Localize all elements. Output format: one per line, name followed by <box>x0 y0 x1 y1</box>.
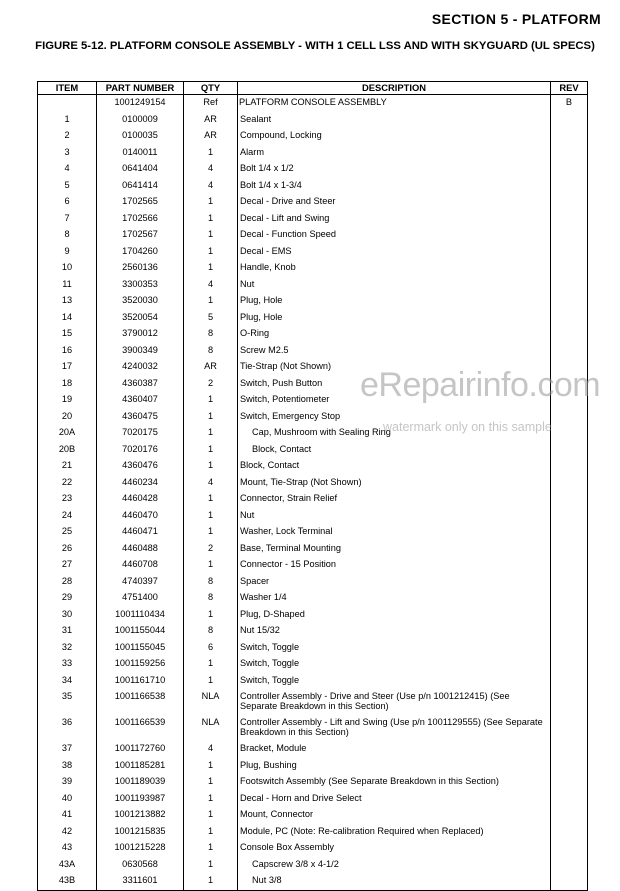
cell-quantity: 1 <box>184 840 238 857</box>
cell-description: Compound, Locking <box>238 128 551 145</box>
cell-revision <box>551 715 588 741</box>
cell-quantity: 1 <box>184 458 238 475</box>
table-row <box>38 741 588 758</box>
cell-quantity: 1 <box>184 873 238 890</box>
cell-part-number: 1001166538 <box>97 689 184 715</box>
cell-description: Switch, Potentiometer <box>238 392 551 409</box>
cell-revision <box>551 260 588 277</box>
table-row <box>38 689 588 715</box>
cell-description: Sealant <box>238 112 551 129</box>
cell-part-number: 4460234 <box>97 475 184 492</box>
cell-revision <box>551 442 588 459</box>
cell-part-number: 0100035 <box>97 128 184 145</box>
cell-revision <box>551 128 588 145</box>
cell-description: Module, PC (Note: Re-calibration Required when Replaced) <box>238 824 551 841</box>
cell-description: Decal - EMS <box>238 244 551 261</box>
cell-item-number: 20B <box>38 442 97 459</box>
cell-part-number: 4751400 <box>97 590 184 607</box>
table-row <box>38 791 588 808</box>
cell-quantity: 1 <box>184 508 238 525</box>
cell-description: Switch, Toggle <box>238 673 551 690</box>
cell-quantity: 1 <box>184 607 238 624</box>
cell-item-number: 7 <box>38 211 97 228</box>
cell-quantity: 1 <box>184 673 238 690</box>
table-row <box>38 807 588 824</box>
cell-revision <box>551 458 588 475</box>
cell-revision <box>551 524 588 541</box>
cell-quantity: 1 <box>184 392 238 409</box>
cell-part-number: 7020175 <box>97 425 184 442</box>
table-row <box>38 715 588 741</box>
cell-description: Tie-Strap (Not Shown) <box>238 359 551 376</box>
cell-part-number: 1001172760 <box>97 741 184 758</box>
table-row <box>38 607 588 624</box>
cell-item-number: 43A <box>38 857 97 874</box>
cell-description: Bolt 1/4 x 1-3/4 <box>238 178 551 195</box>
table-row <box>38 491 588 508</box>
parts-table-body <box>38 95 588 891</box>
table-row <box>38 194 588 211</box>
cell-description: Decal - Drive and Steer <box>238 194 551 211</box>
cell-item-number: 43B <box>38 873 97 890</box>
cell-quantity: 1 <box>184 425 238 442</box>
table-row <box>38 873 588 890</box>
cell-item-number: 27 <box>38 557 97 574</box>
cell-revision <box>551 689 588 715</box>
cell-revision <box>551 541 588 558</box>
cell-part-number: 1001110434 <box>97 607 184 624</box>
cell-revision <box>551 425 588 442</box>
cell-revision <box>551 741 588 758</box>
table-row <box>38 161 588 178</box>
cell-description: Plug, Hole <box>238 310 551 327</box>
cell-revision <box>551 310 588 327</box>
cell-part-number: 4240032 <box>97 359 184 376</box>
cell-description: Decal - Horn and Drive Select <box>238 791 551 808</box>
cell-quantity: 1 <box>184 557 238 574</box>
cell-item-number: 39 <box>38 774 97 791</box>
cell-part-number: 1001215835 <box>97 824 184 841</box>
cell-quantity: 1 <box>184 774 238 791</box>
cell-part-number: 3311601 <box>97 873 184 890</box>
table-row <box>38 211 588 228</box>
cell-quantity: 1 <box>184 524 238 541</box>
table-row <box>38 277 588 294</box>
cell-part-number: 4360407 <box>97 392 184 409</box>
table-row <box>38 673 588 690</box>
cell-revision <box>551 293 588 310</box>
cell-part-number: 4460471 <box>97 524 184 541</box>
cell-part-number: 1001161710 <box>97 673 184 690</box>
cell-part-number: 7020176 <box>97 442 184 459</box>
cell-quantity: 5 <box>184 310 238 327</box>
cell-part-number: 4360387 <box>97 376 184 393</box>
table-row <box>38 774 588 791</box>
cell-description: Handle, Knob <box>238 260 551 277</box>
cell-revision <box>551 758 588 775</box>
cell-quantity: 2 <box>184 541 238 558</box>
table-row <box>38 178 588 195</box>
cell-item-number: 6 <box>38 194 97 211</box>
cell-description: Nut 3/8 <box>238 873 551 890</box>
cell-quantity: NLA <box>184 689 238 715</box>
cell-revision <box>551 840 588 857</box>
cell-item-number: 3 <box>38 145 97 162</box>
cell-item-number: 40 <box>38 791 97 808</box>
cell-revision <box>551 475 588 492</box>
cell-description: Plug, Bushing <box>238 758 551 775</box>
cell-item-number: 42 <box>38 824 97 841</box>
cell-item-number: 9 <box>38 244 97 261</box>
cell-quantity: 1 <box>184 491 238 508</box>
cell-item-number: 8 <box>38 227 97 244</box>
cell-revision <box>551 211 588 228</box>
cell-revision <box>551 161 588 178</box>
cell-item-number: 28 <box>38 574 97 591</box>
cell-item-number: 43 <box>38 840 97 857</box>
cell-item-number: 2 <box>38 128 97 145</box>
table-header-row <box>38 82 588 95</box>
cell-part-number: 3790012 <box>97 326 184 343</box>
cell-description: Footswitch Assembly (See Separate Breakdown in this Section) <box>238 774 551 791</box>
cell-description: Bolt 1/4 x 1/2 <box>238 161 551 178</box>
cell-item-number: 20 <box>38 409 97 426</box>
section-title: SECTION 5 - PLATFORM <box>431 11 601 27</box>
cell-part-number: 1001159256 <box>97 656 184 673</box>
cell-revision <box>551 343 588 360</box>
cell-part-number: 1702565 <box>97 194 184 211</box>
cell-part-number: 4460488 <box>97 541 184 558</box>
cell-revision <box>551 574 588 591</box>
cell-revision <box>551 623 588 640</box>
parts-table <box>37 81 588 891</box>
watermark-brand: eRepairinfo.com <box>360 366 601 404</box>
cell-part-number: 1001155045 <box>97 640 184 657</box>
watermark-note: watermark only on this sample <box>383 420 552 434</box>
cell-description: Nut 15/32 <box>238 623 551 640</box>
column-header-qty: QTY <box>184 82 238 95</box>
cell-description: Spacer <box>238 574 551 591</box>
cell-item-number: 37 <box>38 741 97 758</box>
cell-item-number: 21 <box>38 458 97 475</box>
cell-part-number: 1001193987 <box>97 791 184 808</box>
cell-item-number: 13 <box>38 293 97 310</box>
cell-quantity: 1 <box>184 791 238 808</box>
table-row <box>38 442 588 459</box>
cell-item-number: 14 <box>38 310 97 327</box>
cell-part-number: 4360476 <box>97 458 184 475</box>
cell-quantity: 1 <box>184 409 238 426</box>
cell-part-number: 2560136 <box>97 260 184 277</box>
table-row <box>38 656 588 673</box>
table-row <box>38 95 588 112</box>
cell-item-number: 20A <box>38 425 97 442</box>
cell-revision <box>551 244 588 261</box>
cell-description: Mount, Tie-Strap (Not Shown) <box>238 475 551 492</box>
table-row <box>38 128 588 145</box>
cell-revision <box>551 607 588 624</box>
cell-revision <box>551 791 588 808</box>
cell-part-number: 1001166539 <box>97 715 184 741</box>
cell-quantity: 1 <box>184 857 238 874</box>
cell-quantity: 1 <box>184 824 238 841</box>
cell-part-number: 1001155044 <box>97 623 184 640</box>
cell-quantity: 4 <box>184 277 238 294</box>
cell-description: Plug, Hole <box>238 293 551 310</box>
table-row <box>38 640 588 657</box>
table-row <box>38 343 588 360</box>
cell-item-number: 33 <box>38 656 97 673</box>
table-row <box>38 524 588 541</box>
cell-description: Washer 1/4 <box>238 590 551 607</box>
cell-revision <box>551 194 588 211</box>
cell-part-number: 1001249154 <box>97 95 184 112</box>
cell-part-number: 3900349 <box>97 343 184 360</box>
cell-item-number: 19 <box>38 392 97 409</box>
cell-quantity: NLA <box>184 715 238 741</box>
table-row <box>38 227 588 244</box>
cell-quantity: 1 <box>184 244 238 261</box>
cell-quantity: 8 <box>184 343 238 360</box>
cell-description: Decal - Function Speed <box>238 227 551 244</box>
cell-description: Capscrew 3/8 x 4-1/2 <box>238 857 551 874</box>
cell-quantity: 1 <box>184 227 238 244</box>
cell-item-number: 5 <box>38 178 97 195</box>
cell-quantity: 8 <box>184 326 238 343</box>
cell-item-number: 4 <box>38 161 97 178</box>
cell-description: Cap, Mushroom with Sealing Ring <box>238 425 551 442</box>
cell-quantity: 4 <box>184 178 238 195</box>
table-row <box>38 458 588 475</box>
cell-item-number: 1 <box>38 112 97 129</box>
cell-revision <box>551 590 588 607</box>
cell-description: Console Box Assembly <box>238 840 551 857</box>
cell-revision <box>551 557 588 574</box>
table-row <box>38 112 588 129</box>
cell-item-number: 32 <box>38 640 97 657</box>
cell-quantity: 4 <box>184 741 238 758</box>
table-row <box>38 475 588 492</box>
cell-quantity: 1 <box>184 145 238 162</box>
cell-part-number: 0140011 <box>97 145 184 162</box>
cell-description: O-Ring <box>238 326 551 343</box>
cell-quantity: 1 <box>184 807 238 824</box>
cell-item-number: 35 <box>38 689 97 715</box>
cell-item-number: 34 <box>38 673 97 690</box>
cell-quantity: 1 <box>184 442 238 459</box>
cell-quantity: 1 <box>184 758 238 775</box>
cell-part-number: 0641414 <box>97 178 184 195</box>
cell-part-number: 1001189039 <box>97 774 184 791</box>
cell-quantity: 4 <box>184 161 238 178</box>
table-row <box>38 244 588 261</box>
table-row <box>38 557 588 574</box>
table-row <box>38 840 588 857</box>
table-row <box>38 758 588 775</box>
cell-description: Switch, Emergency Stop <box>238 409 551 426</box>
cell-description: Mount, Connector <box>238 807 551 824</box>
table-row <box>38 857 588 874</box>
table-row <box>38 590 588 607</box>
cell-description: Connector, Strain Relief <box>238 491 551 508</box>
cell-revision <box>551 656 588 673</box>
table-row <box>38 145 588 162</box>
cell-item-number: 15 <box>38 326 97 343</box>
cell-quantity: 6 <box>184 640 238 657</box>
column-header-description: DESCRIPTION <box>238 82 551 95</box>
cell-description: Block, Contact <box>238 442 551 459</box>
table-row <box>38 508 588 525</box>
cell-item-number: 26 <box>38 541 97 558</box>
cell-item-number <box>38 95 97 112</box>
cell-part-number: 4460428 <box>97 491 184 508</box>
table-row <box>38 260 588 277</box>
cell-item-number: 10 <box>38 260 97 277</box>
cell-description: Decal - Lift and Swing <box>238 211 551 228</box>
cell-description: Connector - 15 Position <box>238 557 551 574</box>
cell-revision <box>551 112 588 129</box>
table-row <box>38 293 588 310</box>
cell-description: Controller Assembly - Lift and Swing (Use p/n 1001129555) (See Separate Breakdown in this Section) <box>238 715 551 741</box>
cell-description: Plug, D-Shaped <box>238 607 551 624</box>
cell-item-number: 24 <box>38 508 97 525</box>
cell-part-number: 0100009 <box>97 112 184 129</box>
cell-quantity: 8 <box>184 623 238 640</box>
cell-part-number: 3300353 <box>97 277 184 294</box>
cell-part-number: 0641404 <box>97 161 184 178</box>
cell-item-number: 22 <box>38 475 97 492</box>
cell-revision <box>551 824 588 841</box>
column-header-item: ITEM <box>38 82 97 95</box>
table-row <box>38 824 588 841</box>
cell-quantity: AR <box>184 112 238 129</box>
cell-revision <box>551 857 588 874</box>
cell-quantity: AR <box>184 128 238 145</box>
cell-part-number: 1001215228 <box>97 840 184 857</box>
cell-part-number: 1702567 <box>97 227 184 244</box>
cell-description: PLATFORM CONSOLE ASSEMBLY <box>238 95 551 112</box>
cell-quantity: 1 <box>184 260 238 277</box>
cell-part-number: 1001185281 <box>97 758 184 775</box>
cell-description: Bracket, Module <box>238 741 551 758</box>
table-row <box>38 326 588 343</box>
cell-revision <box>551 491 588 508</box>
cell-description: Switch, Toggle <box>238 656 551 673</box>
cell-revision: B <box>551 95 588 112</box>
cell-description: Controller Assembly - Drive and Steer (Use p/n 1001212415) (See Separate Breakdown in this Section) <box>238 689 551 715</box>
cell-item-number: 18 <box>38 376 97 393</box>
cell-description: Switch, Push Button <box>238 376 551 393</box>
cell-description: Base, Terminal Mounting <box>238 541 551 558</box>
table-row <box>38 310 588 327</box>
cell-revision <box>551 774 588 791</box>
cell-item-number: 31 <box>38 623 97 640</box>
cell-quantity: 1 <box>184 656 238 673</box>
table-row <box>38 574 588 591</box>
cell-item-number: 11 <box>38 277 97 294</box>
cell-description: Switch, Toggle <box>238 640 551 657</box>
cell-revision <box>551 227 588 244</box>
cell-description: Block, Contact <box>238 458 551 475</box>
cell-revision <box>551 409 588 426</box>
cell-quantity: 1 <box>184 194 238 211</box>
cell-revision <box>551 178 588 195</box>
cell-description: Nut <box>238 508 551 525</box>
cell-revision <box>551 277 588 294</box>
table-row <box>38 623 588 640</box>
cell-part-number: 4360475 <box>97 409 184 426</box>
cell-item-number: 25 <box>38 524 97 541</box>
cell-revision <box>551 145 588 162</box>
column-header-part-number: PART NUMBER <box>97 82 184 95</box>
cell-part-number: 4460708 <box>97 557 184 574</box>
cell-quantity: 8 <box>184 590 238 607</box>
cell-quantity: 4 <box>184 475 238 492</box>
cell-description: Nut <box>238 277 551 294</box>
cell-item-number: 16 <box>38 343 97 360</box>
cell-revision <box>551 873 588 890</box>
cell-item-number: 41 <box>38 807 97 824</box>
cell-item-number: 38 <box>38 758 97 775</box>
cell-part-number: 1704260 <box>97 244 184 261</box>
cell-item-number: 30 <box>38 607 97 624</box>
cell-description: Washer, Lock Terminal <box>238 524 551 541</box>
cell-description: Alarm <box>238 145 551 162</box>
cell-revision <box>551 326 588 343</box>
cell-revision <box>551 807 588 824</box>
cell-item-number: 36 <box>38 715 97 741</box>
cell-quantity: 1 <box>184 293 238 310</box>
cell-part-number: 3520054 <box>97 310 184 327</box>
cell-revision <box>551 640 588 657</box>
cell-part-number: 4740397 <box>97 574 184 591</box>
cell-revision <box>551 673 588 690</box>
cell-description: Screw M2.5 <box>238 343 551 360</box>
cell-part-number: 1702566 <box>97 211 184 228</box>
column-header-rev: REV <box>551 82 588 95</box>
cell-quantity: 8 <box>184 574 238 591</box>
table-row <box>38 541 588 558</box>
cell-quantity: 1 <box>184 211 238 228</box>
cell-quantity: Ref <box>184 95 238 112</box>
cell-part-number: 4460470 <box>97 508 184 525</box>
cell-part-number: 0630568 <box>97 857 184 874</box>
cell-item-number: 23 <box>38 491 97 508</box>
cell-revision <box>551 508 588 525</box>
cell-quantity: 2 <box>184 376 238 393</box>
cell-part-number: 3520030 <box>97 293 184 310</box>
cell-item-number: 17 <box>38 359 97 376</box>
cell-item-number: 29 <box>38 590 97 607</box>
cell-quantity: AR <box>184 359 238 376</box>
cell-part-number: 1001213882 <box>97 807 184 824</box>
figure-title: FIGURE 5-12. PLATFORM CONSOLE ASSEMBLY - WITH 1 CELL LSS AND WITH SKYGUARD (UL SPECS) <box>35 40 595 52</box>
